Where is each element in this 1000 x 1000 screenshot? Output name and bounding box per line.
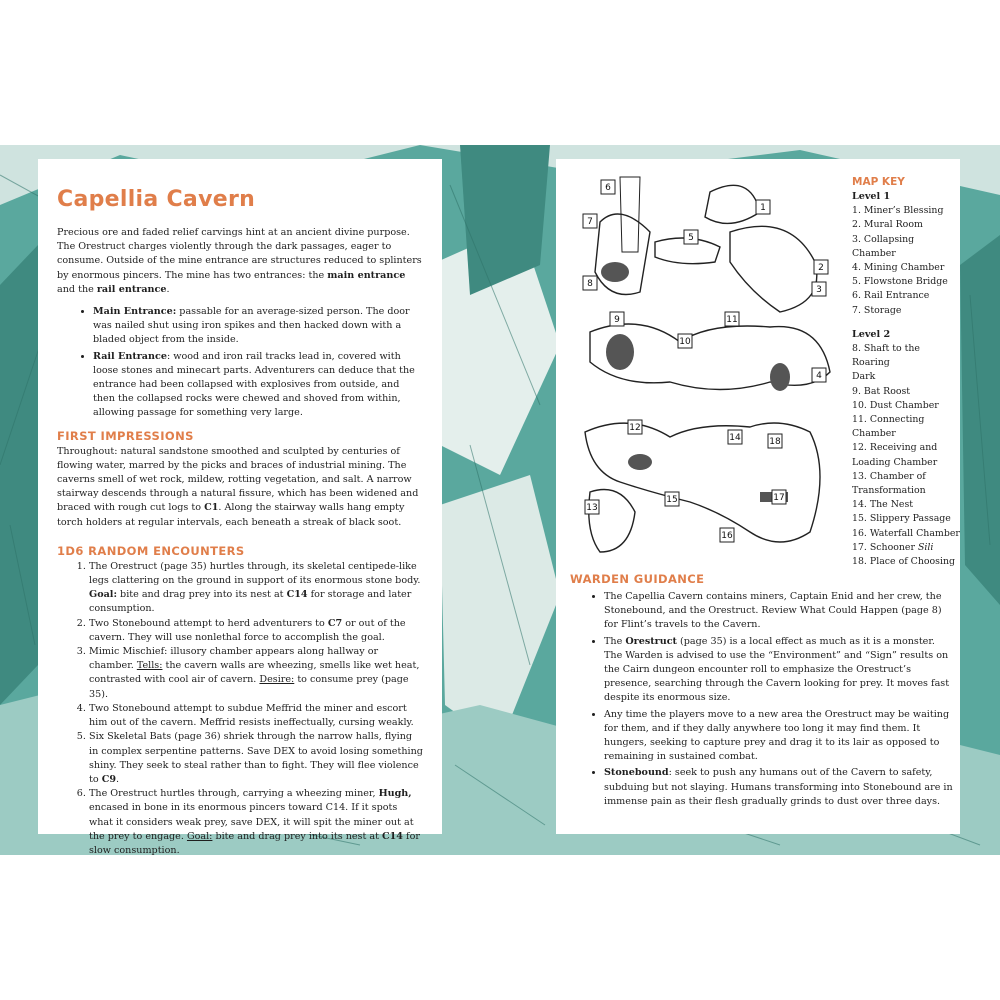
guid-text: : seek to push any humans out of the Cavern to safety, subduing but not slaying. Humans transforming into Stonebound are in immense pain as their flesh gradually grinds to dust over three days. [604,767,953,807]
first-text-b: C1 [204,502,219,514]
map-chamber-storage [595,214,650,295]
map-key-item: Dark [852,371,876,383]
first-impressions-heading: FIRST IMPRESSIONS [57,428,194,443]
map-key-item: 16. Waterfall Chamber [852,527,960,539]
map-key-item: 13. Chamber of [852,470,926,482]
enc-underline: Desire: [259,674,295,686]
map-key-item-text: 17. Schooner [852,541,918,553]
entrance-label: Main Entrance: [93,306,177,318]
first-impressions-text [57,445,424,530]
list-item [89,560,424,617]
map-number: 3 [816,285,822,295]
random-encounters-heading: 1D6 RANDOM ENCOUNTERS [57,543,245,558]
map-key-item: Transformation [852,485,926,497]
map-key-item: 15. Slippery Passage [852,513,951,525]
map-number: 11 [726,315,738,325]
map-number: 12 [629,423,641,433]
map-level2-lower [585,423,820,542]
enc-text: Mimic Mischief: illusory chamber appears along hallway or chamber. [89,646,379,672]
map-number: 7 [587,217,593,227]
intro-rail-entrance: rail entrance [96,283,167,295]
map-key-item: 1. Miner’s Blessing [852,205,944,217]
guid-bold: Orestruct [625,635,677,647]
enc-text: for storage and later consumption. [89,589,412,615]
intro-paragraph [57,226,424,297]
enc-bold: C14 [286,589,308,601]
list-item [89,645,424,702]
list-item: • The Capellia Cavern contains miners, Captain Enid and her crew, the Stonebound, and the Orestruct. Review What Could Happen (page 8) for Flint’s travels to the Cavern. [604,590,955,633]
intro-text-a: Precious ore and faded relief carvings hint at an ancient divine purpose. The Orestruct charges violently through the dark passages, eager to consume. Outside of the mine entrance are structures reduced to splinters by enormous pincers. The mine has two entrances: the [57,227,422,281]
map-key-item: 10. Dust Chamber [852,399,939,411]
list-item [89,730,424,787]
list-item [604,766,955,809]
enc-underline: Tells: [136,660,163,672]
map-number: 16 [721,531,733,541]
map-key-item: 2. Mural Room [852,219,923,231]
enc-text: Six Skeletal Bats (page 36) shriek through the narrow halls, flying in complex serpentine patterns. Save DEX to avoid losing something shiny. They seek to steal rather than to fight. They will flee violence to [89,731,423,785]
enc-bold: Goal: [89,589,117,601]
map-number: 18 [769,437,781,447]
enc-text: . [116,773,120,785]
enc-underline: Goal: [186,830,213,842]
left-page-panel [38,159,442,855]
map-number: 8 [587,279,593,289]
map-key-item: 18. Place of Choosing [852,556,956,568]
enc-text: for slow consumption. [89,830,420,855]
guid-bold: Stonebound [604,767,669,779]
level-2-heading: Level 2 [852,328,891,340]
map-key-item: 11. Connecting [852,414,925,426]
map-number: 17 [773,493,785,503]
enc-bold: C9 [101,773,116,785]
entrance-text: : wood and iron rail tracks lead in, covered with loose stones and minecart parts. Adventurers can deduce that the entrance had been collapsed with explosives from outside, and then the collapsed rocks were chewed and shoved from within, allowing passage for something very large. [93,350,415,419]
map-key-item [852,541,960,555]
map-key-item: Loading Chamber [852,456,938,468]
enc-text: the cavern walls are wheezing, smells like wet heat, contrasted with cool air of cavern. [89,660,420,686]
map-chamber-13 [589,490,635,553]
map-key [852,176,960,569]
guidance-list [570,590,955,809]
entrance-text: passable for an average-sized person. The door was nailed shut using iron spikes and then hacked down with a bladed object from the inside. [93,306,410,346]
map-number: 5 [688,233,694,243]
map-number: 14 [729,433,741,443]
map-number: 6 [605,183,611,193]
enc-text: encased in bone in its enormous pincers toward C14. If it spots what it considers weak prey, save DEX, it will spit the miner out at the prey to engage. [89,802,414,842]
map-key-item: 14. The Nest [852,499,914,511]
guid-text: The [604,635,626,647]
map-key-title: MAP KEY [852,176,905,188]
enc-bold: C7 [327,617,343,629]
intro-text-c: and the [57,283,97,295]
enc-text: bite and drag prey into its nest at [212,830,382,842]
map-number: 4 [816,371,822,381]
entrance-label: Rail Entrance [93,350,167,362]
map-key-item: Chamber [852,428,896,440]
map-number: 2 [818,263,824,273]
map-number: 10 [679,337,691,347]
list-item [89,702,424,730]
enc-text: The Orestruct hurtles through, carrying a wheezing miner, [89,788,379,800]
list-item: • Any time the players move to a new area the Orestruct may be waiting for them, and if they dally anywhere too long it may find them. It hungers, seeking to capture prey and drag it to its lair as opposed to remaining in sustained combat. [604,708,955,765]
map-number: 1 [760,203,766,213]
first-text-a: Throughout: natural sandstone smoothed and sculpted by centuries of flowing water, marred by the picks and braces of industrial mining. The caverns smell of wet rock, mildew, rotting vegetation, and salt. A narrow stairway descends through a natural fissure, which has been widened and braced with rough cut logs to [57,445,419,514]
map-key-item: 8. Shaft to the Roaring [852,343,920,369]
warden-guidance [570,572,955,815]
map-number: 13 [586,503,598,513]
map-key-item: 5. Flowstone Bridge [852,276,948,288]
list-item [93,305,424,348]
enc-text: Two Stonebound attempt to subdue Meffrid the miner and escort him out of the cavern. Meffrid resists ineffectually, cursing weakly. [89,702,414,729]
map-chamber-1 [705,185,760,223]
guid-text: (page 35) is a local effect as much as it is a monster. The Warden is advised to use the “Environment” and “Sign” results on the Cairn dungeon encounter roll to emphasize the Orestruct’s presence, searching through the Cavern looking for prey. It moves fast despite its enormous size. [604,635,950,704]
list-item [93,350,424,421]
entrance-list [57,305,424,421]
encounter-list [57,560,424,855]
intro-main-entrance: main entrance [327,269,406,281]
list-item [89,617,424,645]
cavern-map [580,172,842,567]
map-key-item: 7. Storage [852,304,902,316]
warden-guidance-heading: WARDEN GUIDANCE [570,572,705,586]
enc-text: Two Stonebound attempt to herd adventurers to [89,617,328,629]
enc-bold: C14 [382,830,403,842]
map-key-item: 6. Rail Entrance [852,290,930,302]
first-text-c: . Along the stairway walls hang empty torch holders at regular intervals, each beneath a streak of black soot. [57,502,405,528]
list-item [89,787,424,855]
enc-text: The Orestruct (page 35) hurtles through, its skeletal centipede-like legs clattering on the ground in support of its enormous stone body. [89,560,421,587]
map-chamber-2-3 [730,226,817,312]
enc-text: bite and drag prey into its nest at [117,589,287,601]
level-1-heading: Level 1 [852,191,891,202]
enc-bold: Hugh, [378,788,412,800]
enc-text: or out of the cavern. They will use nonlethal force to accomplish the goal. [89,617,406,643]
map-key-item-italic: Sili [917,541,934,553]
list-item [604,635,955,706]
map-key-item: 3. Collapsing Chamber [852,233,915,259]
enc-text: to consume prey (page 35). [89,674,409,700]
intro-text-d: . [166,283,170,295]
map-number: 15 [666,495,678,505]
map-key-item: 12. Receiving and [852,442,938,454]
map-key-item: 4. Mining Chamber [852,262,945,274]
page-title: Capellia Cavern [57,187,256,212]
map-number: 9 [614,315,620,325]
map-key-item: 9. Bat Roost [852,385,911,397]
